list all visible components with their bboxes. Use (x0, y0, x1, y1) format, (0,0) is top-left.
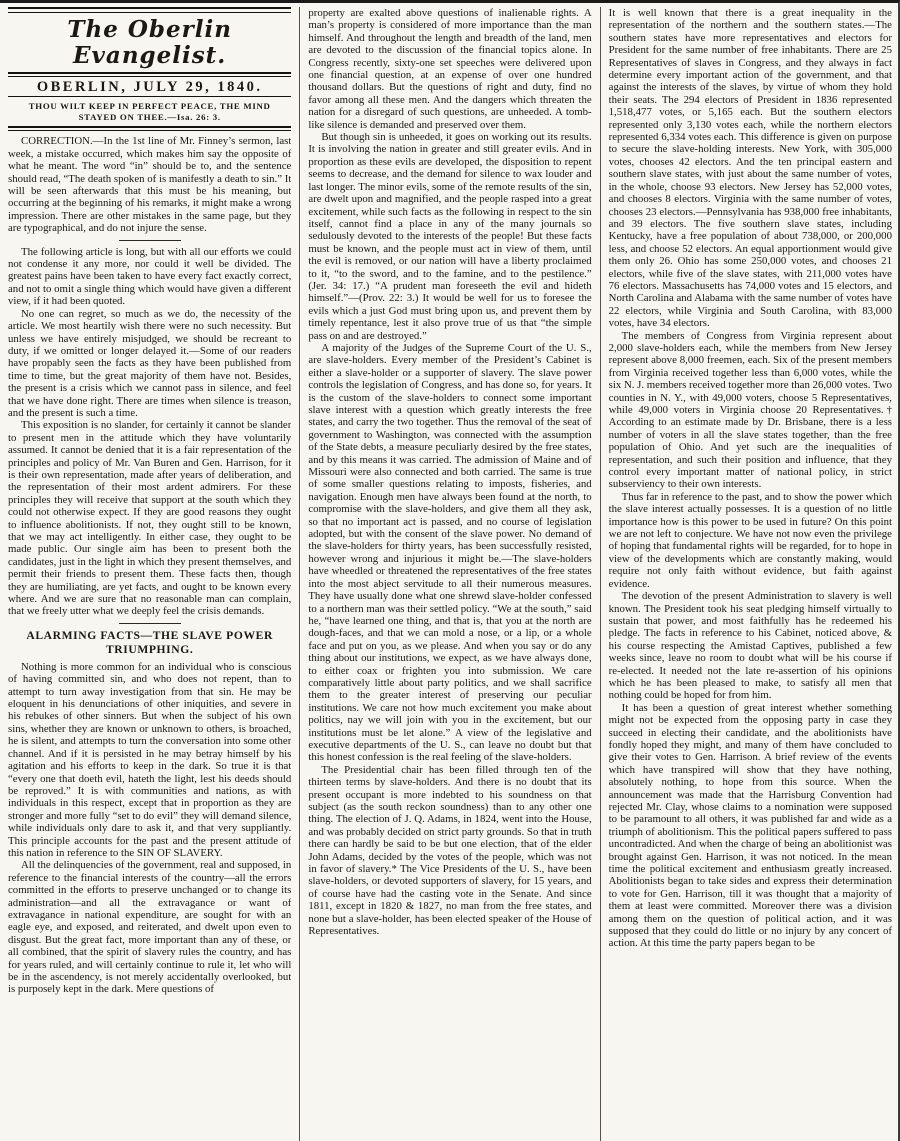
newspaper-title: The Oberlin Evangelist. (67, 16, 232, 69)
column-separator (600, 7, 601, 1141)
paragraph: It is well known that there is a great inequality in the representation of the northern and the southern states.—The southern states have more representatives and electors for President for the same number of free inhabitants. There are 25 Representatives of slaves in Congress, and they always in fact determine every important action of the government, and that against the interests of the slaves, by virtue of whom they hold their seats. The 294 electors of President in 1836 represented 1,518,477 votes, or 5,165 each. But the southern electors represented only 3,130 votes each, while the northern electors represented 6,334 votes each. This difference is given on purpose to secure the slave-holding interests. New York, with 305,000 votes, chooses 42 electors. And the ten principal eastern and southern slave states, with just about the same number of votes, in the whole, choose 93 electors. New Jersey has 52,000 votes, and chooses 8 electors. Virginia with the same number of votes, chooses 23 electors.—Pennsylvania has 938,000 free inhabitants, and 39 electors. The five southern slave states, including Kentucky, have a free population of about 738,000, or 200,000 less, and choose 52 electors. An equal apportionment would give them only 26. Ohio has some 250,000 votes, and chooses 21 electors, while five of the slave states, with 211,000 votes have 76 electors. Massachusetts has 74,000 votes and 15 electors, and North Carolina and Alabama with the same number of votes have 22 electors, while Virginia and South Carolina, with 83,000 votes, have 34 electors. (608, 7, 892, 330)
paragraph: The following article is long, but with all our efforts we could not condense it any more, nor could it well be divided. The greatest pains have been taken to have every fact exactly correct, and not to omit a single thing which would have given a different view, if it had been quoted. (8, 245, 292, 308)
masthead-title-rule (8, 72, 291, 77)
paragraph: The devotion of the present Administration to slavery is well known. The President took his seat pledging himself virtually to sustain that power, and most faithfully has he redeemed his pledge. The facts in reference to his Cabinet, noticed above, & his course respecting the Amistad Captives, published a few weeks since, leave no room to doubt what will be his course if re-elected. It needed not the late re-assertion of his opinions which he has been pleased to make, to satisfy all men that nothing could be hoped for from him. (608, 590, 892, 702)
paragraph: Thus far in reference to the past, and to show the power which the slave interest actually possesses. It is a question of no little importance how is this power to be used in future? On this point we are not left to conjecture. We have not now even the privilege of hoping that fundamental rights will be regarded, for to hope in view of the developments which are constantly making, would require not only faith without evidence, but faith against evidence. (608, 490, 892, 590)
column-2 (308, 7, 591, 1139)
section-divider (119, 240, 181, 241)
masthead (8, 7, 291, 131)
column-3 (609, 7, 892, 1139)
paragraph: Nothing is more common for an individual who is conscious of having committed sin, and who does not repent, than to attempt to turn away investigation from that sin. He may be eloquent in his denunciations of other iniquities, and severe in his rebukes of other sinners. But when the subject of his own sins, whether they are known or unknown to others, is broached, he is silent, and attempts to turn the conversation into some other channel. And if it is persisted in he may betray himself by his agitation and his efforts to keep in the dark. So true it is that “every one that doeth evil, hateth the light, lest his deeds should be reproved.” It is with communities and nations, as with individuals in this respect, except that in proportion as they are stronger and more fully “set to do evil” they will demand silence, while individuals only dare to ask it, and that very suppliantly. This principle accounts for the past and the present attitude of this nation in reference to the SIN OF SLAVERY. (8, 660, 292, 859)
paragraph-continued: property are exalted above questions of inalienable rights. A man’s property is considered of more importance than the man himself. And throughout the length and breadth of the land, men are devoted to the discussion of the financial topics alone. In Congress recently, sixty-one set speeches were delivered upon one financial question, at an expense of over one hundred thousand dollars. But the questions of right and duty, find no favor among all these men. And the dangers which threaten the nation for a disregard of such questions, are unheeded. A tomb-like silence is demanded and preserved over them. (308, 7, 592, 131)
dateline: OBERLIN, JULY 29, 1840. (36, 79, 263, 95)
column-separator (299, 7, 300, 1141)
paragraph: But though sin is unheeded, it goes on working out its results. It is involving the nation in greater and still greater evils. And in proportion as these evils are developed, the disposition to repent seems to decrease, and the demand for silence to wax louder and last longer. The minor evils, some of the remote results of the sin, are dwelt upon and magnified, and the people rasped into a great excitement, while such facts as the following in respect to the sin itself, cannot find a place in any of the many journals so sedulously devoted to the interests of the people! But these facts must be known, and the people must act in view of them, until the evil is removed, or our nation will have a liberty proclaimed to it, “to the sword, and to the famine, and to the pestilence.” (Jer. 34: 17.) “A prudent man foreseeth the evil and hideth himself.”—(Prov. 22: 3.) It would be well for us to foresee the evils which a just God must bring upon us, and prevent them by timely repentance, lest it also prove true of us that “the simple pass on and are destroyed.” (308, 131, 592, 342)
paragraph: The Presidential chair has been filled through ten of the thirteen terms by slave-holders. And there is no doubt that its present occupant is more indebted to his soundness on that subject (as the south reckon soundness) than to any other one thing. The election of J. Q. Adams, in 1824, went into the House, and was probably decided on strict party grounds. So that in truth there can hardly be said to be but one election, that of the elder John Adams, decided by the votes of the people, which was not in favor of slavery.* The Vice Presidents of the U. S., have been slave-holders, or devoted supporters of slavery, for 15 years, and of course have had the casting vote in the Senate. And since 1811, except in 1820 & 1827, no man from the free states, and none but a slave-holder, has been elected speaker of the House of Representatives. (308, 763, 592, 938)
paragraph: All the delinquencies of the government, real and supposed, in reference to the financial interests of the country—all the errors committed in the efforts to preserve unchanged or to change its administration—and all the extravagance or want of extravagance in national expenditure, are sought for with an eagle eye, and exposed, and reiterated, and dwelt upon even to disgust. But the great fact, more important than any of these, or all combined, that the spirit of slavery rules the country, and has for years ruled, and will certainly continue to rule it, let who will be in the ascendency, is not merely accidentally overlooked, but is purposely kept in the dark. Mere questions of (8, 859, 292, 996)
paragraph-correction: CORRECTION.—In the 1st line of Mr. Finney’s sermon, last week, a mistake occurred, which makes him say the opposite of what he meant. The word “in” should be to, and the sentence should read, “The death spoken of is manifestly a death to sin.” It will be seen afterwards that this must be his meaning, but occurring at the beginning of his remarks, it might make a wrong impression. There are other mistakes in the same page, but they are typographical, and do not injure the sense. (8, 135, 292, 235)
paragraph: The members of Congress from Virginia represent about 2,000 slave-holders each, while the members from New Jersey represent above 8,000 freemen, each. Six of the present members from Virginia received together less than 6,000 votes, while the six N. J. members received together more than 26,000 votes. Two counties in N. Y., with 49,000 voters, choose 5 Representatives, while 49,000 voters in Virginia choose 20 Representatives.† According to an estimate made by Dr. Brisbane, there is a less number of voters in all the slave states together, than the free population of Ohio. And yet such are the inequalities of representation, and such their position and influence, that they control every important matter of national policy, in strict subserviency to their own interests. (608, 329, 892, 491)
masthead-top-rule (8, 7, 291, 13)
paragraph: This exposition is no slander, for certainly it cannot be slander to present men in the attitude which they have voluntarily assumed. It cannot be denied that it is a fair representation of the principles and policy of Mr. Van Buren and Gen. Harrison, for it is their own representation, made after years of deliberation, and the representation of their most ardent admirers. For these principles they will receive that support at the south which they could not otherwise expect. If they are good reasons they ought to influence abolitionists. If not, they ought still to be known, that we may act intelligently. In either case, they ought to be made public. Our single aim has been to present both the candidates, just in the light in which they present themselves, and permit their friends to present them. These facts then, though they are humiliating, are yet facts, and ought to be known every where. And we are sure that no reasonable man can complain, that we freely utter what we deeply feel the crisis demands. (8, 419, 292, 618)
paragraph: No one can regret, so much as we do, the necessity of the article. We most heartily wish there were no such necessity. But unless we have entirely misjudged, we should be recreant to duty, if we omitted or longer delayed it.—Some of our readers have propably seen the facts as they have been published from time to time, but the great majority of them have not. Besides, the present is a crisis which we cannot pass in silence, and feel that we have done right. There are times when silence is treason, and the present is such a time. (8, 307, 292, 419)
section-divider (119, 623, 181, 624)
article-heading: ALARMING FACTS—THE SLAVE POWER TRIUMPHING. (26, 628, 273, 656)
paragraph: A majority of the Judges of the Supreme Court of the U. S., are slave-holders. Every member of the President’s Cabinet is either a slave-holder or a supporter of slavery. The slave power controls the legislation of Congress, and has done so, for years. It is the custom of the slave-holders to connect some important slave interest with a question which greatly interests the free states, and carry the two together. Thus the removal of the seat of government to Washington, was connected with the assumption of the State debts, a measure peculiarly desired by the free states, and by this means it was carried. The admission of Maine and of Missouri were also connected and both carried. The same is true of some smaller questions relating to imposts, fisheries, and navigation. Enough men have always been found at the north, to compromise with the slave-holders, and give them all they ask, so that no important act is passed, and no course of legislation adopted, but with the consent of the slave power. No demand of the slave-holders for thirty years, has been successfully resisted, however wrong and injurious it might be.—The slave-holders have wheedled or threatened the representatives of the free states into the most abject servitude to all their numerous measures. They have usually done what one shrewd slave-holder confessed to a northern man was their settled policy. “We at the south,” said he, “have learned one thing, and that is, that you at the north are dough-faces, and that we can mold a nose, or a lip, or a whole face and put on you, as we please. And when you say or do any thing about our institutions, we expect, as we have always done, to either coax or frighten you into submission. We care comparatively little about party politics, and we shall sacrifice them to the greater interest of preserving our peculiar institutions. We care not how much excitement you make about politics, nay we will join with you in the excitement, but our institutions must be let alone.” A view of the legislative and executive departments of the U. S., can leave no doubt but that this honest confession is the real feeling of the slave-holders. (308, 341, 592, 764)
column-1 (8, 7, 291, 1139)
motto-rule (8, 126, 291, 131)
motto: THOU WILT KEEP IN PERFECT PEACE, THE MIND STAYED ON THEE.—Isa. 26: 3. (28, 101, 271, 122)
dateline-rule (8, 96, 291, 97)
paragraph: It has been a question of great interest whether something might not be expected from the opposing party in case they succeed in electing their candidate, and the abolitionists have fondly hoped they might, and many of them have concluded to give their votes to Gen. Harrison. A brief review of the events which have transpired will show that they have nothing, absolutely nothing, to hope from this source. When the announcement was made that the Harrisburg Convention had rejected Mr. Clay, whose claims to a nomination were supposed to be paramount to all others, it was published far and wide as a triumph of abolitionism. This the political papers suffered to pass uncontradicted. And when the charge of being an abolitionist was brought against Gen. Harrison, it was not noticed. In the mean time the political excitement and enthusiasm greatly increased. Abolitionists began to take sides and express their determination to vote for Gen. Harrison, till it was thought that a majority of them at least were committed. Moreover there was a division among them on the question of political action, and it was supposed that they could do little or no injury by any concert of action. At this time the party papers began to be (608, 701, 892, 950)
